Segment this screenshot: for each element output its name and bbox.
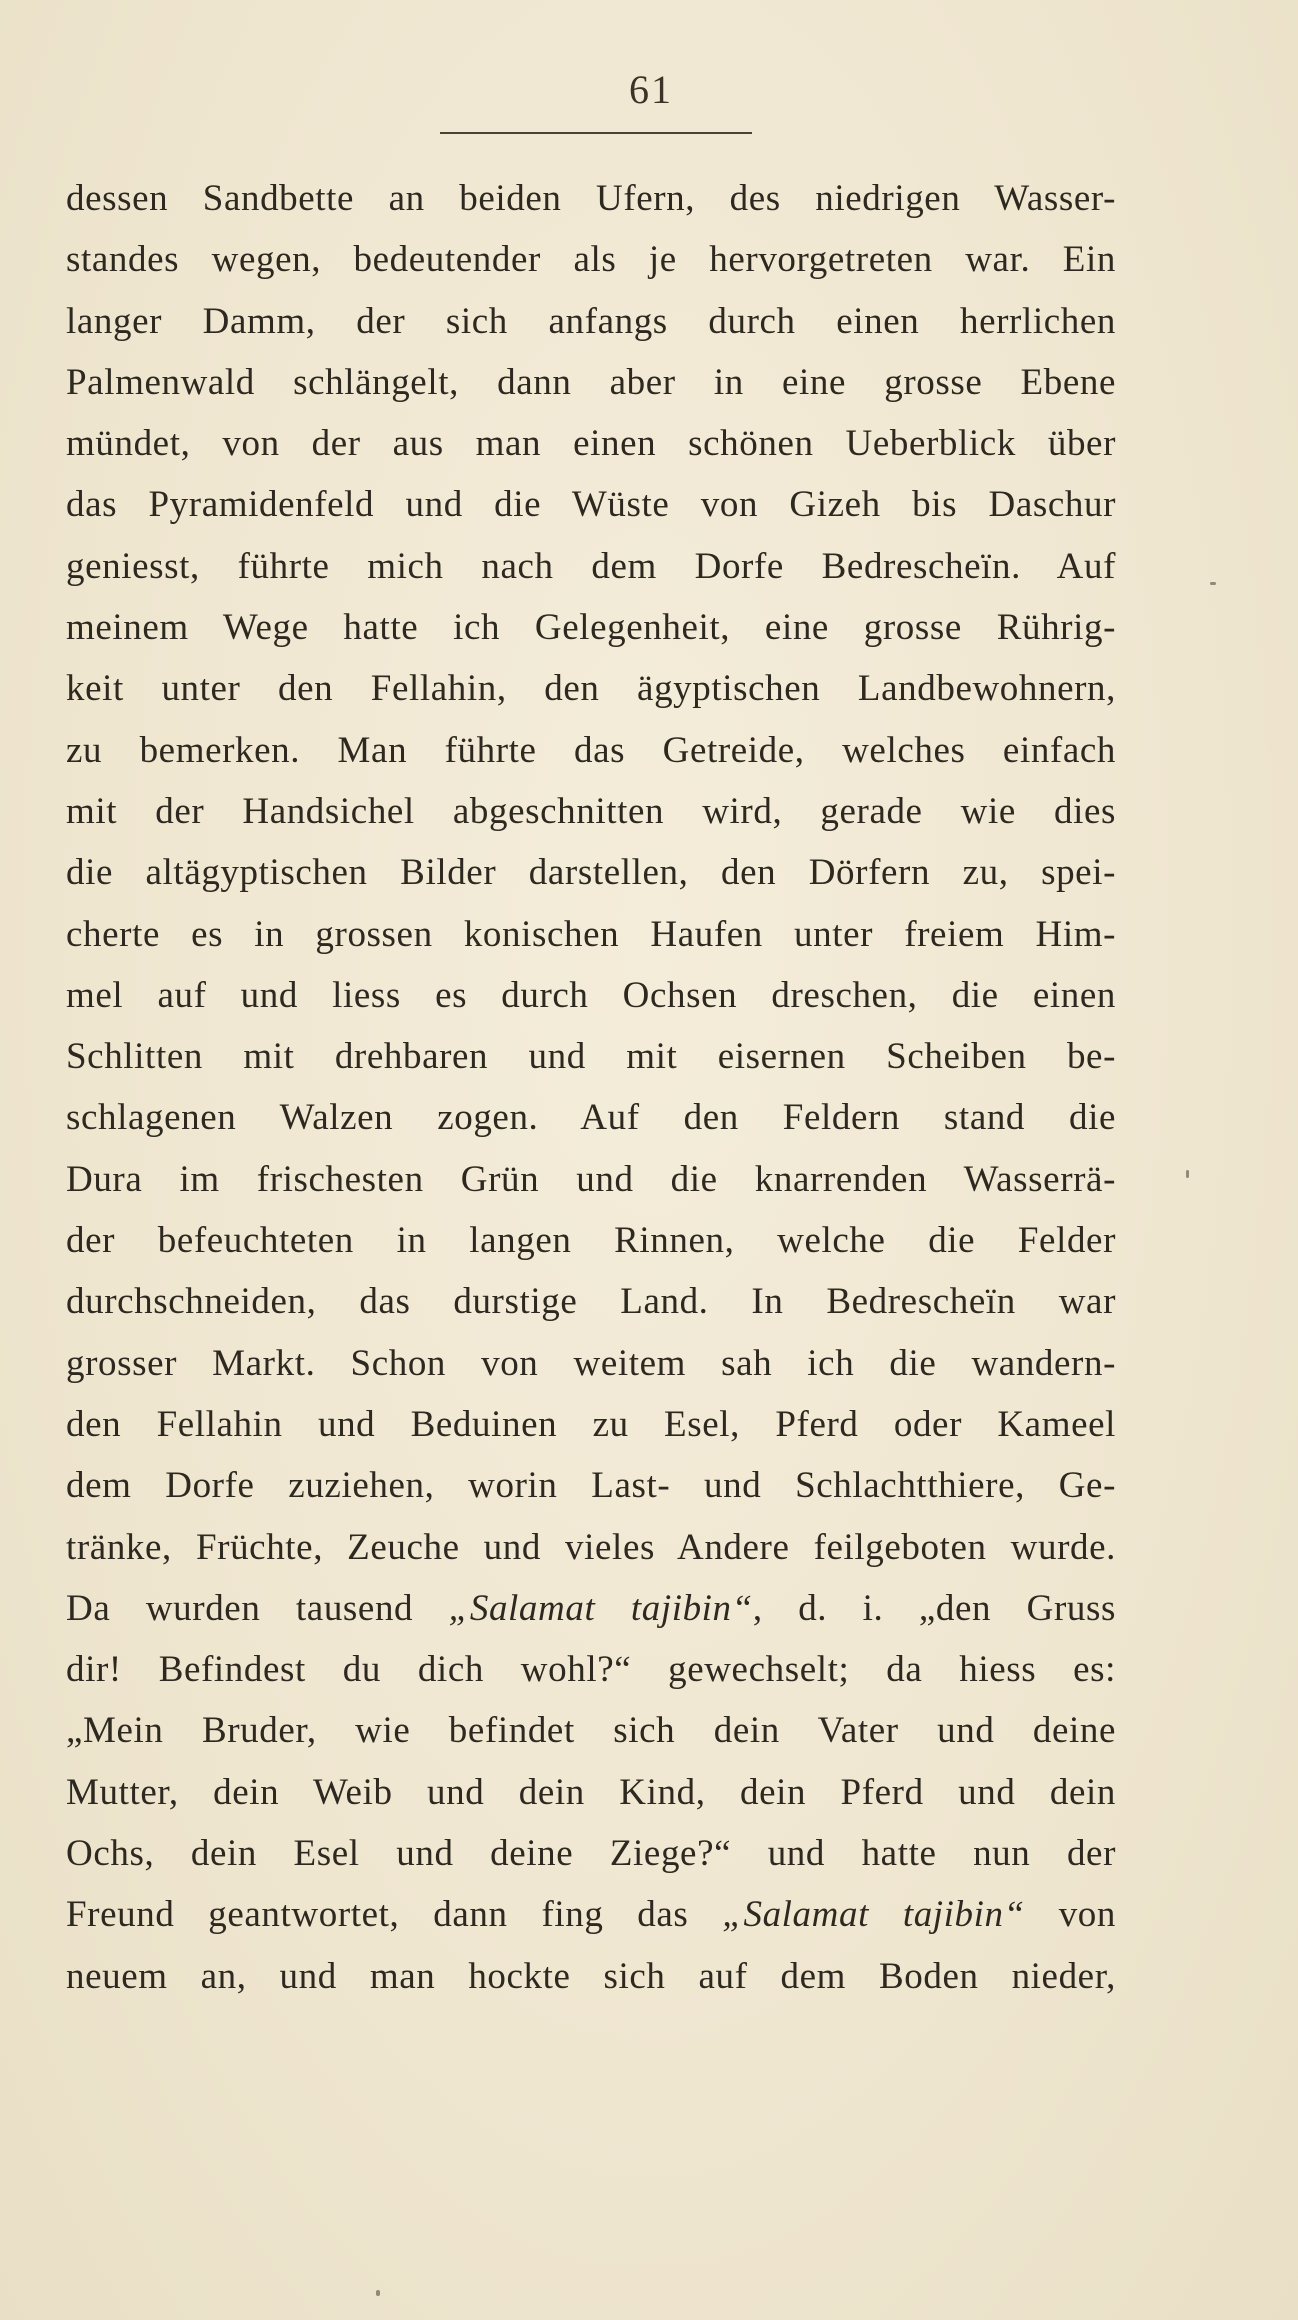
- text-segment: Palmenwald schlängelt, dann aber in eine grosse Ebene: [66, 361, 1116, 403]
- text-line: [66, 1394, 1116, 1455]
- text-line: [66, 1333, 1116, 1394]
- text-segment: Schlitten mit drehbaren und mit eisernen Scheiben be-: [66, 1036, 1116, 1078]
- text-segment: dir! Befindest du dich wohl?“ gewechselt; da hiess es:: [66, 1649, 1116, 1691]
- text-segment: Ochs, dein Esel und deine Ziege?“ und hatte nun der: [66, 1833, 1116, 1875]
- speck: [1186, 1170, 1189, 1178]
- text-line: [66, 352, 1116, 413]
- text-line: [66, 965, 1116, 1026]
- text-segment: dem Dorfe zuziehen, worin Last- und Schlachtthiere, Ge-: [66, 1465, 1116, 1507]
- text-line: [66, 842, 1116, 903]
- text-line: [66, 1823, 1116, 1884]
- text-line: [66, 1700, 1116, 1761]
- body-text: [66, 168, 1116, 2007]
- text-segment: Da wurden tausend: [66, 1587, 449, 1629]
- text-segment: mündet, von der aus man einen schönen Ueberblick über: [66, 423, 1116, 465]
- text-line: [66, 1578, 1116, 1639]
- text-line: [66, 597, 1116, 658]
- text-segment: das Pyramidenfeld und die Wüste von Gizeh bis Daschur: [66, 484, 1116, 526]
- text-line: [66, 168, 1116, 229]
- text-segment: durchschneiden, das durstige Land. In Bedrescheïn war: [66, 1281, 1116, 1323]
- text-segment: keit unter den Fellahin, den ägyptischen Landbewohnern,: [66, 668, 1116, 710]
- header-rule: [440, 132, 752, 134]
- text-segment: standes wegen, bedeutender als je hervorgetreten war. Ein: [66, 239, 1116, 281]
- text-line: [66, 413, 1116, 474]
- text-segment: Mutter, dein Weib und dein Kind, dein Pferd und dein: [66, 1771, 1116, 1813]
- text-line: [66, 1210, 1116, 1271]
- speck: [1210, 582, 1216, 585]
- text-line: [66, 1455, 1116, 1516]
- text-segment: mel auf und liess es durch Ochsen dreschen, die einen: [66, 974, 1116, 1016]
- text-line: [66, 1087, 1116, 1148]
- text-line: [66, 658, 1116, 719]
- text-segment: meinem Wege hatte ich Gelegenheit, eine grosse Rührig-: [66, 607, 1116, 649]
- text-segment: dessen Sandbette an beiden Ufern, des niedrigen Wasser-: [66, 178, 1116, 219]
- text-segment: mit der Handsichel abgeschnitten wird, gerade wie dies: [66, 790, 1116, 832]
- text-segment: tränke, Früchte, Zeuche und vieles Andere feilgeboten wurde.: [66, 1526, 1116, 1568]
- text-line: [66, 1149, 1116, 1210]
- text-line: [66, 1884, 1116, 1945]
- text-line: [66, 1946, 1116, 2007]
- text-segment: neuem an, und man hockte sich auf dem Boden nieder,: [66, 1955, 1116, 1997]
- text-line: [66, 536, 1116, 597]
- text-segment: schlagenen Walzen zogen. Auf den Feldern stand die: [66, 1097, 1116, 1139]
- text-line: [66, 474, 1116, 535]
- text-segment: , d. i. „den Gruss: [752, 1587, 1116, 1629]
- text-segment: Freund geantwortet, dann fing das: [66, 1894, 723, 1936]
- text-segment: grosser Markt. Schon von weitem sah ich die wandern-: [66, 1342, 1116, 1384]
- text-segment: der befeuchteten in langen Rinnen, welche die Felder: [66, 1220, 1116, 1262]
- text-segment: den Fellahin und Beduinen zu Esel, Pferd oder Kameel: [66, 1403, 1116, 1445]
- text-line: [66, 1517, 1116, 1578]
- text-segment: von: [1024, 1894, 1116, 1936]
- text-line: [66, 229, 1116, 290]
- text-segment: geniesst, führte mich nach dem Dorfe Bedrescheïn. Auf: [66, 545, 1116, 587]
- text-segment: cherte es in grossen konischen Haufen unter freiem Him-: [66, 913, 1116, 955]
- text-line: [66, 1271, 1116, 1332]
- page-number: 61: [629, 67, 673, 112]
- speck: [376, 2290, 380, 2296]
- text-line: [66, 291, 1116, 352]
- text-segment: langer Damm, der sich anfangs durch einen herrlichen: [66, 300, 1116, 342]
- text-line: [66, 720, 1116, 781]
- text-line: [66, 1639, 1116, 1700]
- text-segment: Dura im frischesten Grün und die knarrenden Wasserrä-: [66, 1158, 1116, 1200]
- text-line: [66, 1762, 1116, 1823]
- text-line: [66, 781, 1116, 842]
- text-line: [66, 904, 1116, 965]
- text-line: [66, 1026, 1116, 1087]
- italic-phrase: „Salamat tajibin“: [448, 1587, 753, 1629]
- text-segment: zu bemerken. Man führte das Getreide, welches einfach: [66, 729, 1116, 771]
- italic-phrase: „Salamat tajibin“: [722, 1894, 1025, 1936]
- text-segment: die altägyptischen Bilder darstellen, den Dörfern zu, spei-: [66, 852, 1116, 894]
- text-segment: „Mein Bruder, wie befindet sich dein Vater und deine: [66, 1710, 1116, 1752]
